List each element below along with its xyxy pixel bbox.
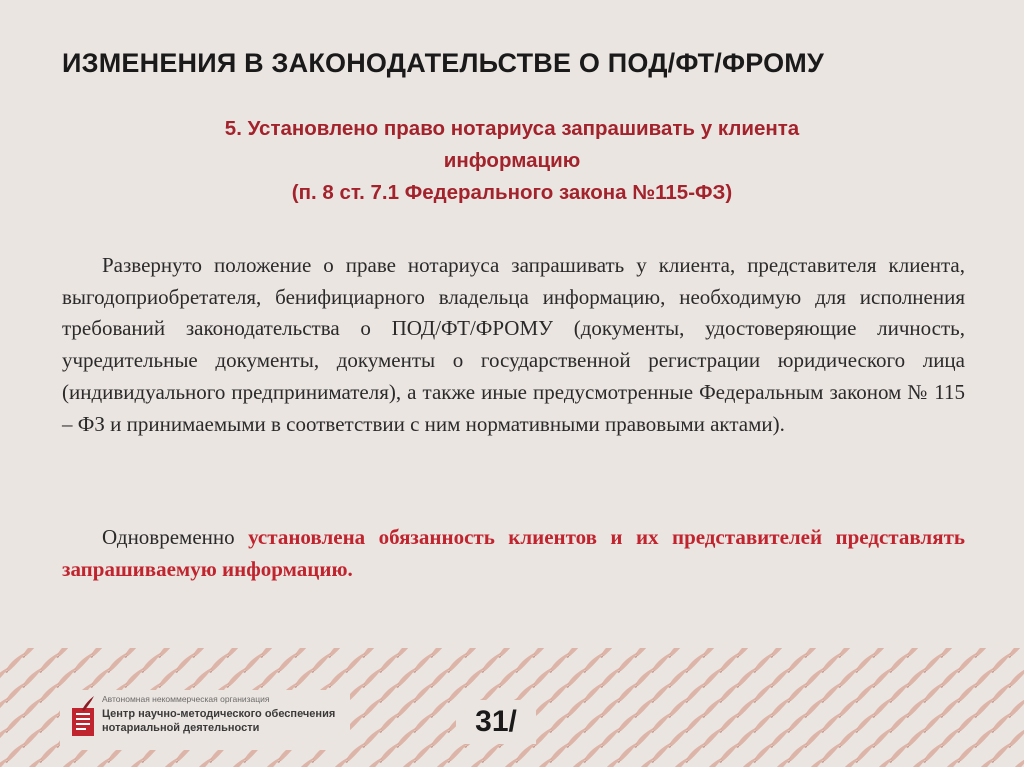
org-line-1: Автономная некоммерческая организация xyxy=(102,694,270,704)
subtitle xyxy=(62,113,962,209)
subtitle-line-1: 5. Установлено право нотариуса запрашивать у клиента xyxy=(224,117,800,140)
paragraph-2 xyxy=(62,522,965,585)
page-number: 31/ xyxy=(456,700,536,744)
paragraph-1-text: Развернуто положение о праве нотариуса запрашивать у клиента, представителя клиента, выгодоприобретателя, бенифициарного владельца информацию, необходимую для исполнения требований законодательства о ПОД/ФТ/ФРОМУ (документы, удостоверяющие личность, учредительные документы, документы о государственной регистрации юридического лица (индивидуального предпринимателя), а также иные предусмотренные Федеральным законом № 115 – ФЗ и принимаемыми в соответствии с ним нормативными правовыми актами). xyxy=(62,253,965,436)
page-title: ИЗМЕНЕНИЯ В ЗАКОНОДАТЕЛЬСТВЕ О ПОД/ФТ/ФРОМУ xyxy=(62,48,824,78)
subtitle-line-3: (п. 8 ст. 7.1 Федерального закона №115-ФЗ) xyxy=(291,181,733,204)
paragraph-2-lead: Одновременно xyxy=(102,525,249,549)
paragraph-1 xyxy=(62,250,965,440)
paragraph-2-highlight: установлена обязанность клиентов и их представителей представлять запрашиваемую информацию. xyxy=(62,525,965,581)
org-line-3: нотариальной деятельности xyxy=(102,722,260,734)
org-line-2: Центр научно-методического обеспечения xyxy=(102,708,336,720)
footer-logo xyxy=(60,690,350,750)
org-logo-icon xyxy=(70,694,96,740)
subtitle-line-2: информацию xyxy=(443,149,581,172)
